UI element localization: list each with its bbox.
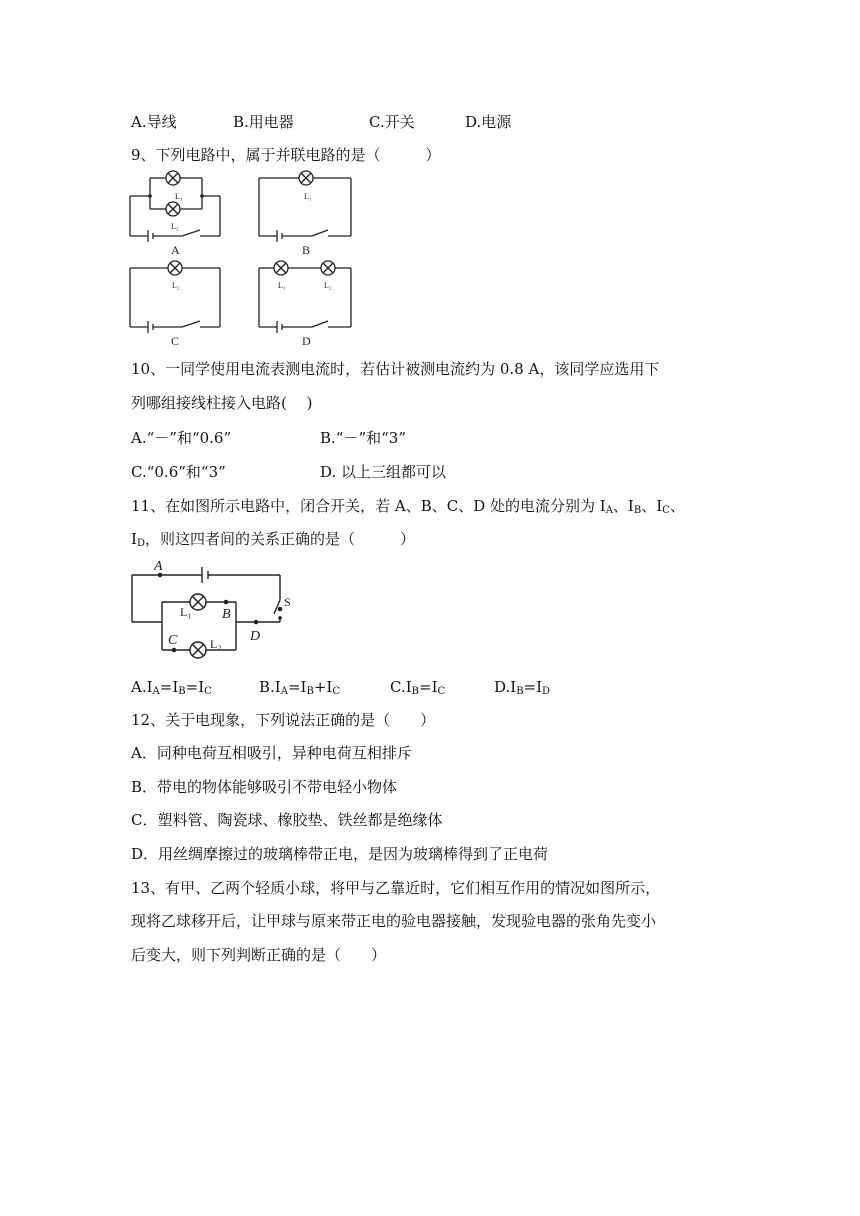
q11-circuit-figure — [122, 558, 307, 668]
q10-option-c: C.“0.6”和“3” — [131, 463, 226, 481]
point-c-label: C — [168, 633, 178, 648]
q10-stem-line2: 列哪组接线柱接入电路( ) — [131, 394, 313, 412]
q9-stem: 9、下列电路中，属于并联电路的是（ ） — [131, 146, 441, 164]
circuit-b — [259, 171, 351, 242]
q11-option-d: $D.I_B=I_D$ — [494, 678, 551, 697]
d-l2-label: L₂ — [324, 281, 332, 290]
point-d-label: D — [250, 629, 261, 644]
d-l1-label: L₁ — [278, 281, 286, 290]
q13-stem-line3: 后变大，则下列判断正确的是（ ） — [131, 946, 387, 964]
q11-stem-line1: 11、在如图所示电路中，闭合开关，若 A、B、C、D 处的电流分别为 $I_A$、$I_B$、$I_C$、 — [131, 497, 685, 516]
bulb-l2-label: L₂ — [210, 637, 222, 651]
q10-option-d: D. 以上三组都可以 — [320, 463, 447, 481]
q10-option-a: A.“－”和“0.6” — [131, 429, 232, 447]
q11-option-a: $A.I_A=I_B=I_C$ — [131, 678, 212, 697]
q13-stem-line1: 13、有甲、乙两个轻质小球，将甲与乙靠近时，它们相互作用的情况如图所示， — [131, 879, 661, 897]
q8-option-d: D.电源 — [465, 113, 512, 131]
q8-option-c: C.开关 — [369, 113, 415, 131]
q12-option-d: D．用丝绸摩擦过的玻璃棒带正电，是因为玻璃棒得到了正电荷 — [131, 845, 549, 863]
circuit-d — [259, 261, 351, 333]
c-l2-label: L₂ — [172, 281, 180, 290]
b-l1-label: L₁ — [304, 192, 312, 201]
q11-option-b: $B.I_A=I_B+I_C$ — [259, 678, 340, 697]
q12-option-c: C．塑料管、陶瓷球、橡胶垫、铁丝都是绝缘体 — [131, 811, 443, 829]
q12-option-b: B．带电的物体能够吸引不带电轻小物体 — [131, 778, 398, 796]
q9-circuit-figure — [120, 168, 365, 358]
q11-stem-line2: $I_D$，则这四者间的关系正确的是（ ） — [131, 530, 415, 549]
figure-label-b: B — [302, 243, 311, 257]
point-a-label: A — [154, 559, 163, 574]
q8-option-b: B.用电器 — [233, 113, 294, 131]
q11-option-c: $C.I_B=I_C$ — [390, 678, 446, 697]
circuit-a — [130, 171, 220, 242]
figure-label-c: C — [171, 334, 180, 348]
switch-s-label: S — [284, 595, 291, 609]
point-b-label: B — [222, 607, 231, 622]
a-l1-label: L₁ — [175, 192, 183, 201]
circuit-c — [130, 261, 220, 333]
bulb-l1-label: L₁ — [180, 605, 192, 619]
q10-option-b: B.“－”和“3” — [320, 429, 407, 447]
q12-stem: 12、关于电现象，下列说法正确的是（ ） — [131, 711, 436, 729]
q13-stem-line2: 现将乙球移开后，让甲球与原来带正电的验电器接触，发现验电器的张角先变小 — [131, 912, 657, 930]
figure-label-a: A — [171, 243, 180, 257]
q12-option-a: A．同种电荷互相吸引，异种电荷互相排斥 — [131, 744, 412, 762]
a-l2-label: L₂ — [171, 222, 179, 231]
q8-option-a: A.导线 — [131, 113, 177, 131]
q10-stem-line1: 10、一同学使用电流表测电流时，若估计被测电流约为 0.8 A，该同学应选用下 — [131, 360, 660, 378]
figure-label-d: D — [302, 334, 311, 348]
